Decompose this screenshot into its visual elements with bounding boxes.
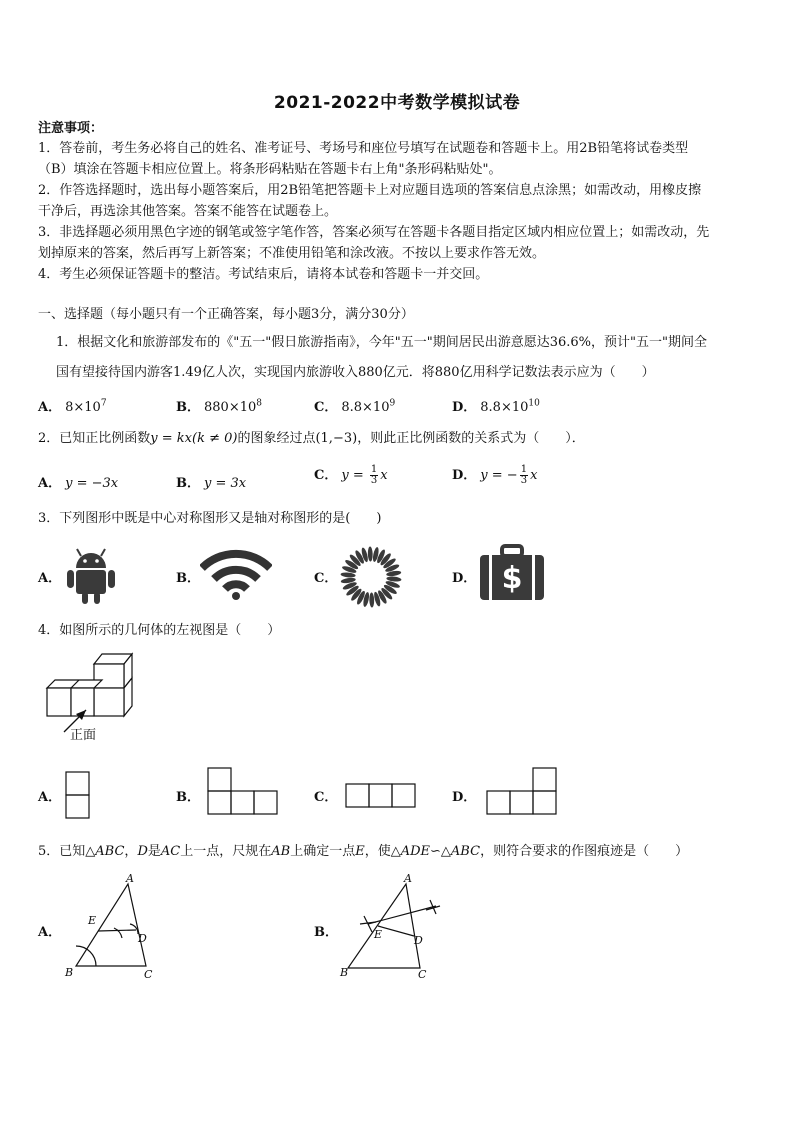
option-label: C．	[314, 468, 338, 483]
q5-text: ，则符合要求的作图痕迹是（ ）	[480, 844, 689, 859]
view-d	[485, 766, 559, 816]
money-bag-icon	[478, 544, 546, 602]
q5-math: E	[355, 844, 365, 859]
option-value: 880×10	[204, 400, 257, 415]
vertex-label: E	[374, 928, 383, 941]
vertex-label: D	[414, 934, 423, 947]
q1-option-b[interactable]	[176, 396, 262, 415]
q2-option-a[interactable]	[38, 472, 118, 491]
option-value: 8×10	[65, 400, 101, 415]
wifi-icon	[200, 548, 272, 600]
option-label: A．	[38, 925, 62, 940]
vertex-label: C	[418, 968, 427, 981]
notice-line: 3．非选择题必须用黑色字迹的钢笔或签字笔作答，答案必须写在答题卡各题目指定区域内相应位置上；如需改动，先	[38, 225, 710, 240]
q2-text: ，则此正比例函数的关系式为（ ）．	[357, 431, 585, 446]
q2-text: 的图象经过点	[237, 431, 316, 446]
q5-text: 是	[147, 844, 161, 859]
sunburst-ray	[369, 592, 374, 607]
option-label: C．	[314, 790, 338, 805]
vertex-label: C	[144, 968, 153, 981]
option-exponent: 9	[389, 398, 396, 409]
section-heading: 一、选择题（每小题只有一个正确答案，每小题3分，满分30分）	[38, 307, 414, 322]
question-1-line-2: 国有望接待国内游客1.49亿人次，实现国内旅游收入880亿元．将880亿用科学记数法表示应为（ ）	[56, 365, 655, 380]
q4-option-c[interactable]	[314, 786, 341, 805]
q5-math: AB	[271, 844, 291, 859]
q5-math: D	[137, 844, 148, 859]
q1-option-a[interactable]	[38, 396, 107, 415]
option-value: 8.8×10	[341, 400, 390, 415]
question-1-line-1: 1．根据文化和旅游部发布的《"五一"假日旅游指南》，今年"五一"期间居民出游意愿达36.6%，预计"五一"期间全	[56, 335, 707, 350]
q2-option-c[interactable]	[314, 464, 388, 486]
option-exponent: 10	[528, 398, 540, 409]
solid-figure	[40, 648, 140, 744]
vertex-label: D	[138, 932, 147, 945]
option-label: B．	[176, 571, 200, 586]
vertex-label: B	[340, 966, 349, 979]
question-2	[38, 430, 585, 448]
dollar-sign: $	[501, 561, 523, 596]
question-4: 4．如图所示的几何体的左视图是（ ）	[38, 623, 281, 638]
vertex-label: A	[126, 872, 134, 885]
option-label: A．	[38, 476, 62, 491]
option-label: A．	[38, 400, 62, 415]
option-exponent: 7	[100, 398, 107, 409]
option-label: D．	[452, 468, 477, 483]
fraction	[370, 465, 378, 486]
notice-line: （B）填涂在答题卡相应位置上。将条形码粘贴在答题卡右上角"条形码粘贴处"。	[38, 162, 502, 177]
option-value: y = 3x	[204, 476, 247, 491]
vertex-label: B	[65, 966, 74, 979]
question-3: 3．下列图形中既是中心对称图形又是轴对称图形的是( )	[38, 511, 382, 526]
view-a	[64, 770, 92, 820]
sunburst-icon	[338, 544, 404, 610]
q3-option-d[interactable]	[452, 567, 480, 586]
q5-math: AC	[160, 844, 181, 859]
option-value: y = −	[480, 468, 518, 483]
option-value: x	[380, 468, 388, 483]
notice-line: 干净后，再选涂其他答案。答案不能答在试题卷上。	[38, 204, 338, 219]
android-icon	[64, 546, 118, 604]
fraction	[520, 465, 528, 486]
option-label: B．	[176, 476, 200, 491]
q2-option-d[interactable]	[452, 464, 537, 486]
triangle-b	[336, 872, 446, 984]
option-label: A．	[38, 571, 62, 586]
q2-text: 2．已知正比例函数	[38, 431, 151, 446]
notice-line: 划掉原来的答案，然后再写上新答案；不准使用铅笔和涂改液。不按以上要求作答无效。	[38, 246, 546, 261]
q2-point: (1,−3)	[315, 431, 358, 446]
question-5	[38, 843, 688, 861]
notice-line: 1．答卷前，考生务必将自己的姓名、准考证号、考场号和座位号填写在试题卷和答题卡上。用2B铅笔将试卷类型	[38, 141, 689, 156]
vertex-label: E	[88, 914, 97, 927]
q4-option-b[interactable]	[176, 786, 204, 805]
q4-option-d[interactable]	[452, 786, 480, 805]
option-value: y = −3x	[65, 476, 119, 491]
q3-option-a[interactable]	[38, 567, 65, 586]
q4-option-a[interactable]	[38, 786, 65, 805]
view-c	[344, 782, 418, 810]
q5-math: △ADE∽△ABC	[390, 844, 481, 859]
option-label: B．	[314, 925, 338, 940]
fraction-denominator: 3	[520, 475, 528, 486]
option-label: B．	[176, 790, 200, 805]
q5-text: 上一点，尺规在	[180, 844, 272, 859]
page-title: 2021-2022中考数学模拟试卷	[273, 93, 521, 113]
fraction-numerator: 1	[520, 464, 528, 475]
q5-text: 5．已知	[38, 844, 86, 859]
option-label: C．	[314, 400, 338, 415]
notice-line: 2．作答选择题时，选出每小题答案后，用2B铅笔把答题卡上对应题目选项的答案信息点涂黑；如需改动，用橡皮擦	[38, 183, 702, 198]
view-b	[206, 766, 280, 816]
q5-text: ，使	[364, 844, 391, 859]
option-exponent: 8	[256, 398, 262, 409]
option-value: y =	[341, 468, 368, 483]
notice-heading: 注意事项：	[38, 121, 104, 136]
fraction-numerator: 1	[370, 464, 378, 475]
q5-math: △ABC	[85, 844, 125, 859]
option-label: C．	[314, 571, 338, 586]
vertex-label: A	[404, 872, 412, 885]
front-label: 正面	[70, 728, 97, 743]
q2-function: y = kx(k ≠ 0)	[150, 431, 238, 446]
notice-line: 4．考生必须保证答题卡的整洁。考试结束后，请将本试卷和答题卡一并交回。	[38, 267, 489, 282]
q5-text: ，	[124, 844, 138, 859]
option-label: D．	[452, 400, 477, 415]
fraction-denominator: 3	[370, 475, 378, 486]
option-value: 8.8×10	[480, 400, 529, 415]
q2-option-b[interactable]	[176, 472, 246, 491]
q1-option-d[interactable]	[452, 396, 540, 415]
option-label: D．	[452, 571, 477, 586]
triangle-a	[60, 872, 160, 982]
option-label: D．	[452, 790, 477, 805]
sunburst-ray	[368, 546, 373, 561]
option-label: B．	[176, 400, 200, 415]
q1-option-c[interactable]	[314, 396, 395, 415]
q5-text: 上确定一点	[290, 844, 356, 859]
option-label: A．	[38, 790, 62, 805]
option-value: x	[530, 468, 538, 483]
